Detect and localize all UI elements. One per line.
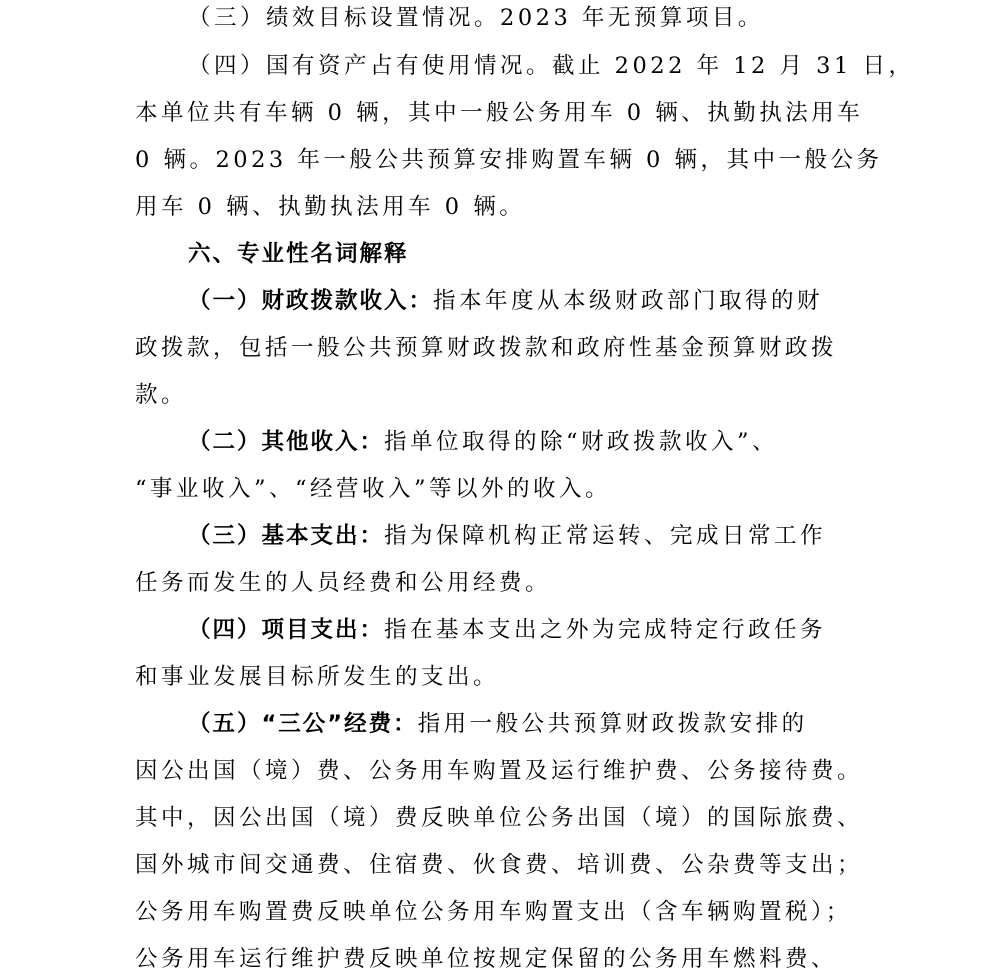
term-5-line-6: 公务用车运行维护费反映单位按规定保留的公务用车燃料费、 (135, 946, 838, 972)
term-2-text-line-1: 指单位取得的除“财政拨款收入”、 (384, 429, 779, 455)
term-4-line-1 (188, 615, 826, 645)
term-1-text-line-1: 指本年度从本级财政部门取得的财 (433, 288, 824, 314)
term-5-text-line-1: 指用一般公共预算财政拨款安排的 (417, 711, 808, 737)
term-5-label: （五）“三公”经费： (188, 711, 418, 737)
term-5-line-5: 公务用车购置费反映单位公务用车购置支出（含车辆购置税）； (135, 899, 852, 925)
term-4-label: （四）项目支出： (188, 617, 385, 643)
term-3-label: （三）基本支出： (188, 523, 385, 549)
term-2-line-2: “事业收入”、“经营收入”等以外的收入。 (135, 476, 612, 502)
term-2-line-1 (188, 427, 778, 457)
term-5-line-2: 因公出国（境）费、公务用车购置及运行维护费、公务接待费。 (135, 758, 864, 784)
term-5-line-3: 其中，因公出国（境）费反映单位公务出国（境）的国际旅费、 (135, 805, 864, 831)
assets-paragraph-line-3: 0 辆。2023 年一般公共预算安排购置车辆 0 辆，其中一般公务 (135, 147, 883, 173)
term-1-line-2: 政拨款，包括一般公共预算财政拨款和政府性基金预算财政拨 (135, 335, 838, 361)
term-2-label: （二）其他收入： (188, 429, 385, 455)
perf-goals-paragraph (188, 3, 764, 33)
term-1-line-1 (188, 286, 823, 316)
perf-goals-label: （三）绩效目标设置情况。 (188, 5, 501, 31)
term-3-text-line-1: 指为保障机构正常运转、完成日常工作 (384, 523, 827, 549)
assets-paragraph-line-1 (188, 51, 914, 81)
term-4-text-line-1: 指在基本支出之外为完成特定行政任务 (384, 617, 827, 643)
term-5-line-1 (188, 709, 808, 739)
term-3-line-2: 任务而发生的人员经费和公用经费。 (135, 570, 552, 596)
term-1-label: （一）财政拨款收入： (188, 288, 434, 314)
assets-paragraph-line-4: 用车 0 辆、执勤执法用车 0 辆。 (135, 194, 526, 220)
section-6-heading: 六、专业性名词解释 (188, 241, 409, 267)
term-5-line-4: 国外城市间交通费、住宿费、伙食费、培训费、公杂费等支出； (135, 852, 864, 878)
term-3-line-1 (188, 521, 826, 551)
perf-goals-text: 2023 年无预算项目。 (500, 5, 764, 31)
term-1-line-3: 款。 (135, 382, 188, 408)
assets-text-line-1: 截止 2022 年 12 月 31 日， (552, 53, 915, 79)
assets-label: （四）国有资产占有使用情况。 (188, 53, 553, 79)
assets-paragraph-line-2: 本单位共有车辆 0 辆，其中一般公务用车 0 辆、执勤执法用车 (135, 100, 864, 126)
term-4-line-2: 和事业发展目标所发生的支出。 (135, 664, 500, 690)
